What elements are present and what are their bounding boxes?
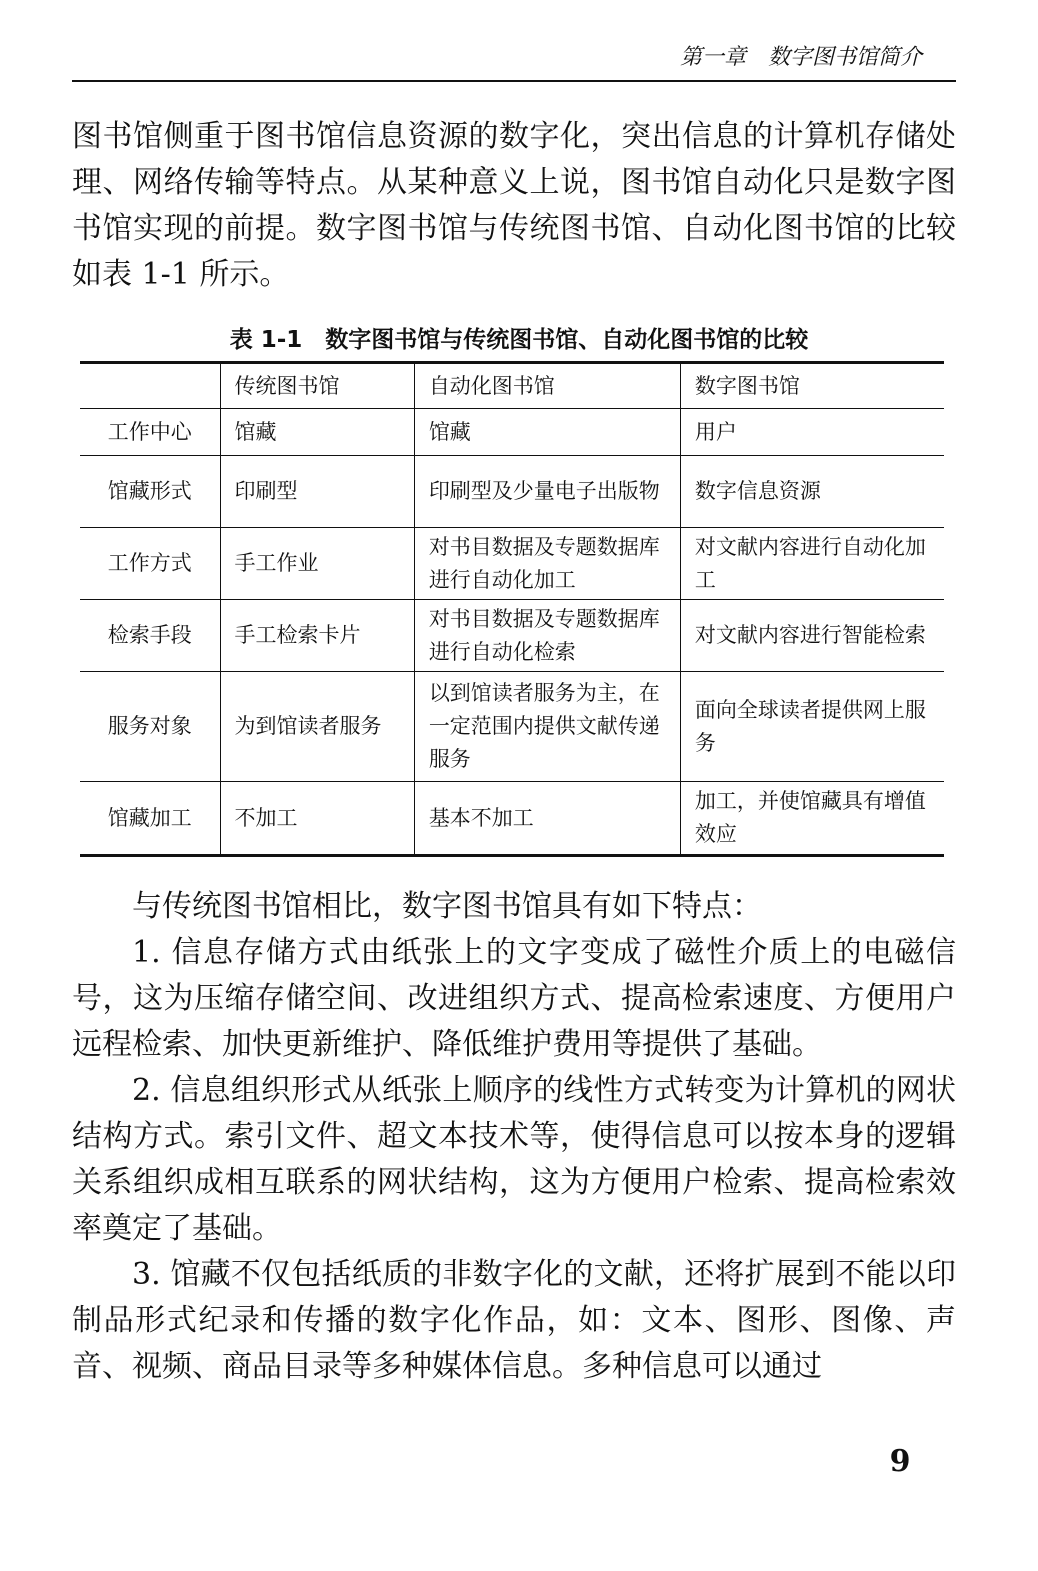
- paragraph: 2. 信息组织形式从纸张上顺序的线性方式转变为计算机的网状结构方式。索引文件、超文本技术等，使得信息可以按本身的逻辑关系组织成相互联系的网状结构，这为方便用户检索、提高检索效率奠定了基础。: [72, 1073, 956, 1246]
- paragraph: 3. 馆藏不仅包括纸质的非数字化的文献，还将扩展到不能以印制品形式纪录和传播的数字化作品，如：文本、图形、图像、声音、视频、商品目录等多种媒体信息。多种信息可以通过: [72, 1257, 956, 1384]
- row-label: 工作方式: [80, 528, 220, 600]
- header-cell: 数字图书馆: [680, 363, 944, 409]
- paragraph: 与传统图书馆相比，数字图书馆具有如下特点：: [132, 889, 762, 924]
- row-label: 馆藏形式: [80, 456, 220, 528]
- table-cell: 以到馆读者服务为主，在一定范围内提供文献传递服务: [414, 672, 680, 782]
- table-cell: 对文献内容进行智能检索: [680, 600, 944, 672]
- table-cell: 用户: [680, 409, 944, 456]
- row-label: 服务对象: [80, 672, 220, 782]
- body-section: [72, 884, 956, 1390]
- page-number: 9: [889, 1444, 911, 1479]
- table-cell: 印刷型: [220, 456, 414, 528]
- running-title: 第一章 数字图书馆简介: [679, 45, 922, 70]
- table-cell: 手工检索卡片: [220, 600, 414, 672]
- table-cell: 印刷型及少量电子出版物: [414, 456, 680, 528]
- table-row: [80, 600, 944, 672]
- table-row: [80, 456, 944, 528]
- table-cell: 馆藏: [220, 409, 414, 456]
- table-caption: 表 1-1 数字图书馆与传统图书馆、自动化图书馆的比较: [229, 327, 809, 353]
- table-cell: 数字信息资源: [680, 456, 944, 528]
- paragraph: 1. 信息存储方式由纸张上的文字变成了磁性介质上的电磁信号，这为压缩存储空间、改进组织方式、提高检索速度、方便用户远程检索、加快更新维护、降低维护费用等提供了基础。: [72, 935, 956, 1062]
- table-row: [80, 782, 944, 856]
- table-cell: 加工，并使馆藏具有增值效应: [680, 782, 944, 856]
- running-header: [72, 36, 956, 82]
- row-label: 馆藏加工: [80, 782, 220, 856]
- table-cell: 馆藏: [414, 409, 680, 456]
- table-row: [80, 409, 944, 456]
- table-row: [80, 528, 944, 600]
- comparison-table: [80, 361, 944, 857]
- table-cell: 对书目数据及专题数据库进行自动化检索: [414, 600, 680, 672]
- row-label: 检索手段: [80, 600, 220, 672]
- table-header-row: [80, 363, 944, 409]
- table-cell: 手工作业: [220, 528, 414, 600]
- table-cell: 对书目数据及专题数据库进行自动化加工: [414, 528, 680, 600]
- table-cell: 为到馆读者服务: [220, 672, 414, 782]
- table-cell: 不加工: [220, 782, 414, 856]
- intro-paragraph: 图书馆侧重于图书馆信息资源的数字化，突出信息的计算机存储处理、网络传输等特点。从某种意义上说，图书馆自动化只是数字图书馆实现的前提。数字图书馆与传统图书馆、自动化图书馆的比较如表 1-1 所示。: [72, 119, 956, 292]
- row-label: 工作中心: [80, 409, 220, 456]
- table-cell: 面向全球读者提供网上服务: [680, 672, 944, 782]
- table-row: [80, 672, 944, 782]
- table-cell: 基本不加工: [414, 782, 680, 856]
- header-cell: 传统图书馆: [220, 363, 414, 409]
- header-cell: [80, 363, 220, 409]
- table-cell: 对文献内容进行自动化加工: [680, 528, 944, 600]
- header-cell: 自动化图书馆: [414, 363, 680, 409]
